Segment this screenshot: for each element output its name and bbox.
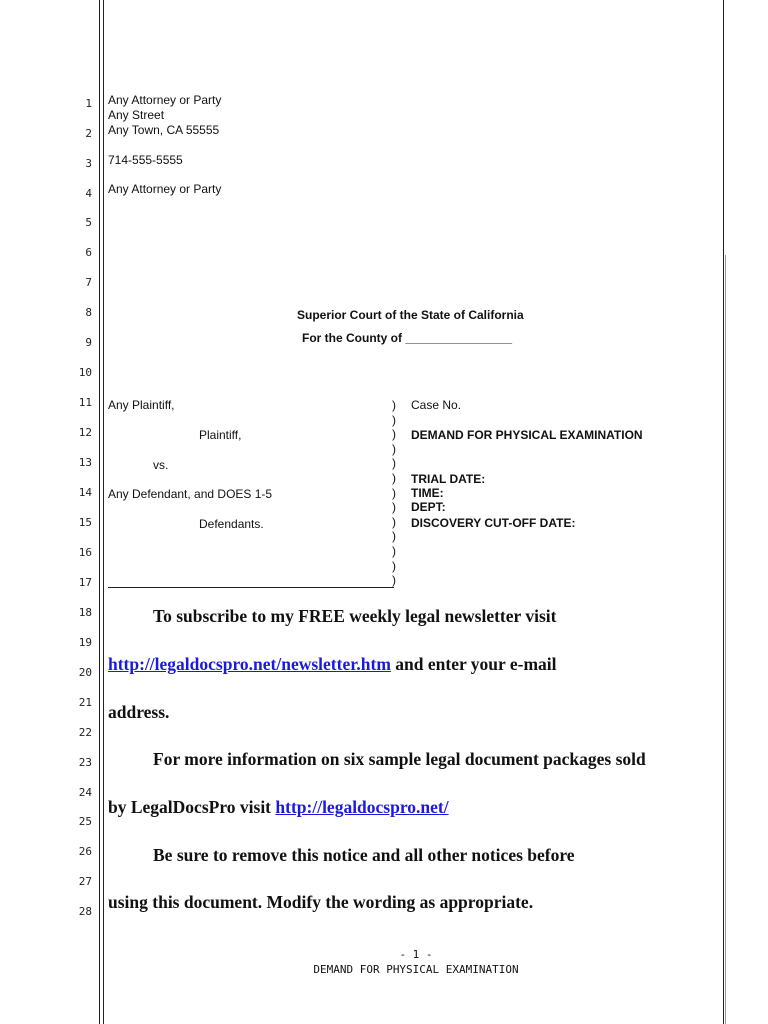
defendant-name: Any Defendant, and DOES 1-5 — [108, 487, 273, 501]
notice-line — [108, 654, 557, 675]
line-number: 20 — [78, 666, 92, 679]
court-name: Superior Court of the State of California — [297, 308, 524, 322]
notice-text: by LegalDocsPro visit — [108, 797, 276, 817]
versus-label: vs. — [153, 458, 169, 472]
defendants-label: Defendants. — [199, 517, 264, 531]
plaintiff-name: Any Plaintiff, — [108, 398, 175, 412]
notice-line: For more information on six sample legal document packages sold — [153, 749, 646, 769]
line-number: 14 — [78, 486, 92, 499]
right-margin-rule — [723, 0, 724, 1024]
legaldocspro-link[interactable]: http://legaldocspro.net/ — [275, 797, 449, 817]
left-margin-rule-inner — [103, 0, 104, 1024]
line-number: 6 — [85, 246, 92, 259]
line-number: 7 — [85, 276, 92, 289]
notice-line: Be sure to remove this notice and all other notices before — [153, 845, 575, 865]
line-number: 4 — [85, 187, 92, 200]
line-number: 19 — [78, 636, 92, 649]
newsletter-link[interactable]: http://legaldocspro.net/newsletter.htm — [108, 654, 391, 674]
discovery-cutoff: DISCOVERY CUT-OFF DATE: — [411, 516, 576, 530]
page-number: - 1 - — [399, 948, 433, 961]
caption-parentheses: ) ) ) ) ) ) ) ) ) ) ) ) ) — [392, 398, 396, 588]
left-margin-rule — [99, 0, 100, 1024]
line-number: 11 — [78, 396, 92, 409]
notice-text: and enter your e-mail — [390, 654, 557, 674]
line-number: 23 — [78, 756, 92, 769]
case-number: Case No. — [411, 398, 462, 412]
attorney-name: Any Attorney or Party — [108, 93, 222, 107]
line-number: 13 — [78, 456, 92, 469]
attorney-city: Any Town, CA 55555 — [108, 123, 220, 137]
attorney-for: Any Attorney or Party — [108, 182, 222, 196]
line-number: 27 — [78, 875, 92, 888]
notice-line: To subscribe to my FREE weekly legal newsletter visit — [153, 606, 557, 626]
right-margin-rule-shadow — [725, 255, 726, 1024]
trial-date: TRIAL DATE: — [411, 472, 486, 486]
line-number: 24 — [78, 786, 92, 799]
line-number: 3 — [85, 157, 92, 170]
line-number: 22 — [78, 726, 92, 739]
trial-dept: DEPT: — [411, 500, 446, 514]
line-number: 18 — [78, 606, 92, 619]
line-number: 10 — [78, 366, 92, 379]
line-number: 25 — [78, 815, 92, 828]
court-county: For the County of ________________ — [302, 331, 513, 345]
trial-time: TIME: — [411, 486, 444, 500]
line-number: 17 — [78, 576, 92, 589]
plaintiff-label: Plaintiff, — [199, 428, 242, 442]
line-number: 15 — [78, 516, 92, 529]
line-number: 21 — [78, 696, 92, 709]
line-number: 5 — [85, 216, 92, 229]
notice-line: address. — [108, 702, 170, 722]
caption-underline — [108, 587, 394, 588]
line-number: 9 — [85, 336, 92, 349]
line-number: 8 — [85, 306, 92, 319]
attorney-phone: 714-555-5555 — [108, 153, 183, 167]
attorney-street: Any Street — [108, 108, 165, 122]
line-number: 2 — [85, 127, 92, 140]
notice-line — [108, 797, 449, 818]
line-number: 28 — [78, 905, 92, 918]
footer-title: DEMAND FOR PHYSICAL EXAMINATION — [313, 963, 519, 976]
line-number: 12 — [78, 426, 92, 439]
notice-line: using this document. Modify the wording as appropriate. — [108, 892, 534, 912]
document-title: DEMAND FOR PHYSICAL EXAMINATION — [411, 428, 643, 442]
line-number: 26 — [78, 845, 92, 858]
line-number: 1 — [85, 97, 92, 110]
line-number: 16 — [78, 546, 92, 559]
